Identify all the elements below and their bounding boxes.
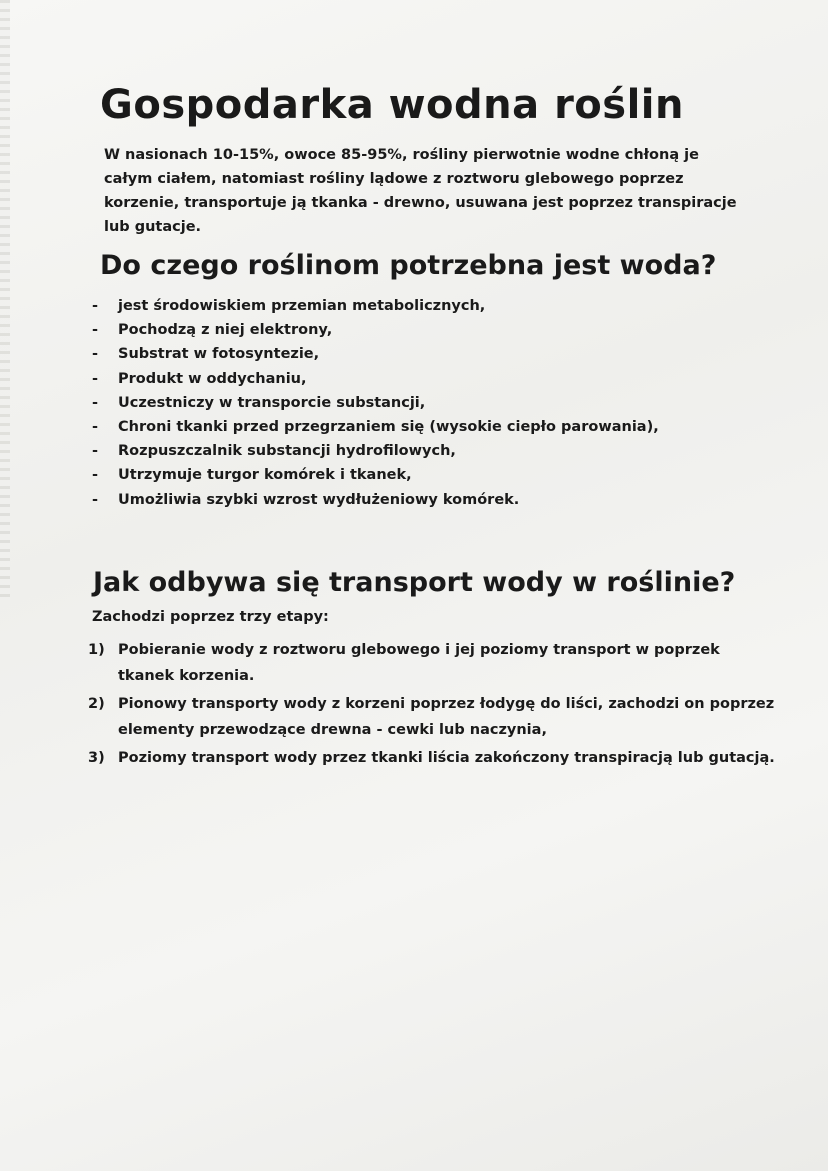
list-item <box>88 745 778 771</box>
water-uses-list <box>92 294 659 512</box>
list-item: - jest środowiskiem przemian metabolicznych, <box>92 294 659 318</box>
list-item: - Umożliwia szybki wzrost wydłużeniowy komórek. <box>92 488 659 512</box>
transport-intro: Zachodzi poprzez trzy etapy: <box>92 609 329 625</box>
section-heading-water-transport: Jak odbywa się transport wody w roślinie? <box>93 567 736 598</box>
list-item: - Pochodzą z niej elektrony, <box>92 318 659 342</box>
step-number: 1) <box>88 642 105 658</box>
list-item: - Chroni tkanki przed przegrzaniem się (wysokie ciepło parowania), <box>92 415 659 439</box>
list-item: - Rozpuszczalnik substancji hydrofilowych, <box>92 439 659 463</box>
transport-steps-list <box>88 637 778 773</box>
intro-paragraph: W nasionach 10-15%, owoce 85-95%, rośliny pierwotnie wodne chłoną je całym ciałem, natomiast rośliny lądowe z roztworu glebowego poprzez korzenie, transportuje ją tkanka - drewno, usuwana jest poprzez transpiracje lub gutacje. <box>104 147 737 235</box>
list-item: - Utrzymuje turgor komórek i tkanek, <box>92 463 659 487</box>
list-item: - Uczestniczy w transporcie substancji, <box>92 391 659 415</box>
list-item: - Substrat w fotosyntezie, <box>92 342 659 366</box>
list-item <box>88 637 778 689</box>
step-text: Pobieranie wody z roztworu glebowego i jej poziomy transport w poprzek tkanek korzenia. <box>118 642 720 684</box>
step-number: 3) <box>88 750 105 766</box>
step-text: Pionowy transporty wody z korzeni poprzez łodygę do liści, zachodzi on poprzez elementy przewodzące drewna - cewki lub naczynia, <box>118 696 775 738</box>
step-number: 2) <box>88 696 105 712</box>
paper-edge <box>0 0 10 600</box>
list-item: - Produkt w oddychaniu, <box>92 367 659 391</box>
section-heading-water-uses: Do czego roślinom potrzebna jest woda? <box>100 250 717 281</box>
step-text: Poziomy transport wody przez tkanki liścia zakończony transpiracją lub gutacją. <box>118 750 775 766</box>
list-item <box>88 691 778 743</box>
page-title: Gospodarka wodna roślin <box>100 82 684 128</box>
